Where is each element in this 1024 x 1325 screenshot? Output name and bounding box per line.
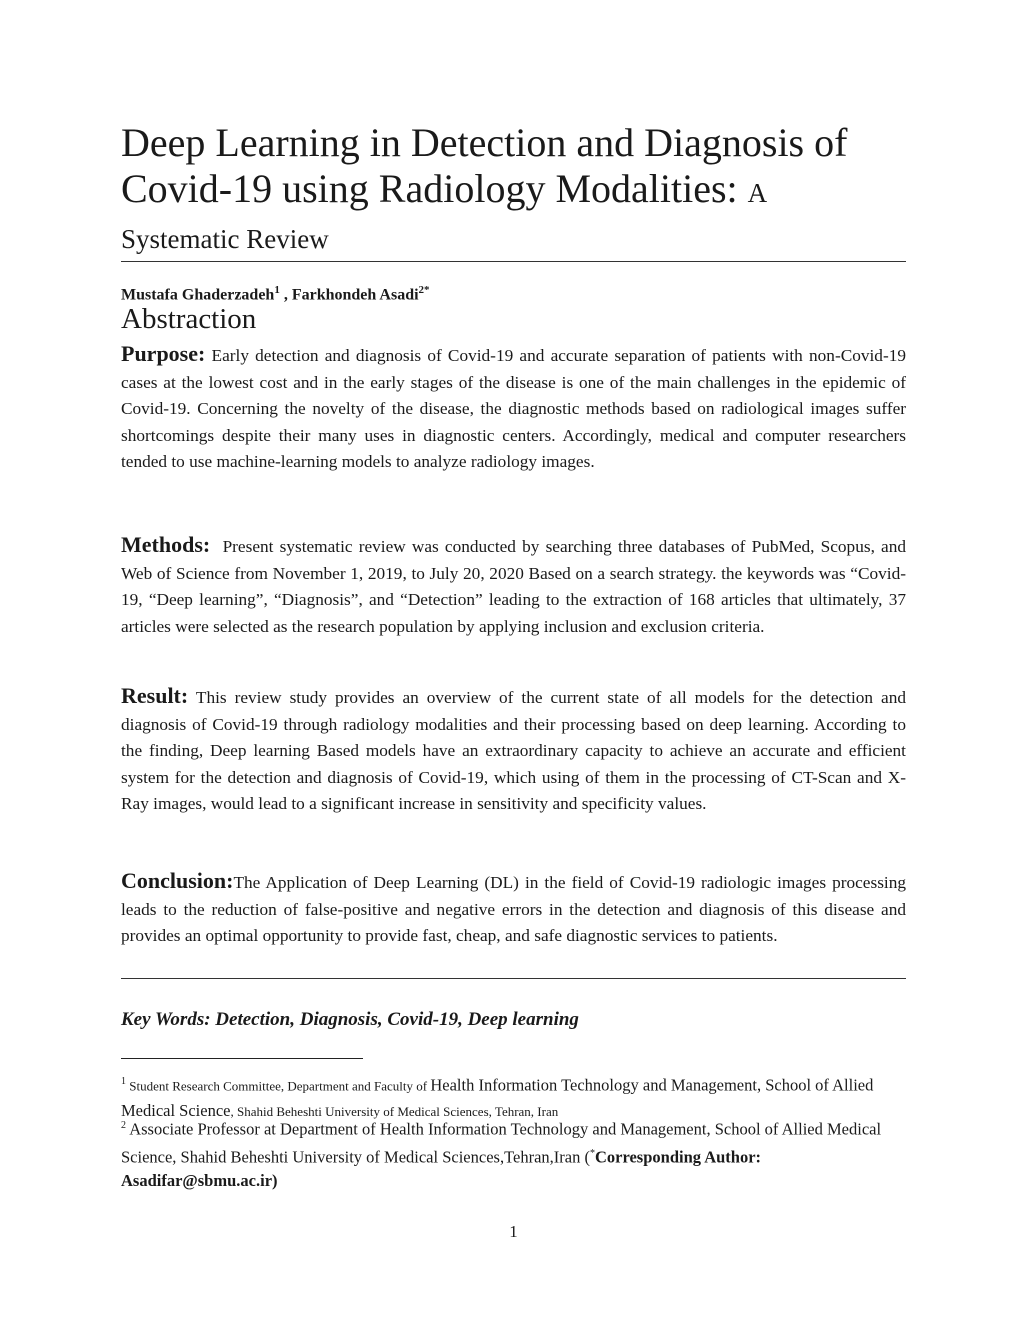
page-number: 1 xyxy=(509,1222,518,1241)
methods-text: Present systematic review was conducted by searching three databases of PubMed, Scopus, and Web of Science from November 1, 2019, to July 20, 2020 Based on a search strategy. the keywords was “Covid-19, “Deep learning”, “Diagnosis”, and “Detection” leading to the extraction of 168 articles that ultimately, 37 articles were selected as the research population by applying inclusion and exclusion criteria. xyxy=(121,537,907,636)
result-text: This review study provides an overview of the current state of all models for the detection and diagnosis of Covid-19 through radiology modalities and their processing based on deep learning. According to the finding, Deep learning Based models have an extraordinary capacity to achieve an accurate and efficient system for the detection and diagnosis of Covid-19, which using of them in the processing of CT-Scan and X-Ray images, would lead to a significant increase in sensitivity and specificity values. xyxy=(121,688,907,813)
purpose-paragraph xyxy=(121,341,906,476)
conclusion-text: The Application of Deep Learning (DL) in the field of Covid-19 radiologic images processing leads to the reduction of false-positive and negative errors in the detection and diagnosis of this disease and provides an optimal opportunity to provide fast, cheap, and safe diagnostic services to patients. xyxy=(121,873,906,945)
title-divider xyxy=(121,261,906,262)
result-label: Result: xyxy=(121,683,189,708)
purpose-label: Purpose: xyxy=(121,341,206,366)
footnote-rule xyxy=(121,1058,363,1059)
footnote-2 xyxy=(121,1114,906,1193)
author-1-mark: 1 xyxy=(274,284,280,296)
author-2-mark: 2* xyxy=(418,284,430,296)
footnote-1-mark: 1 xyxy=(121,1076,126,1087)
footnote-1-part3: , Shahid Beheshti University of Medical Sciences, Tehran, Iran xyxy=(230,1103,559,1119)
conclusion-paragraph xyxy=(121,868,906,950)
conclusion-label: Conclusion: xyxy=(121,868,234,893)
methods-label: Methods: xyxy=(121,532,211,557)
corresponding-author: Corresponding Author: Asadifar@sbmu.ac.ir) xyxy=(121,1147,762,1190)
author-2: Farkhondeh Asadi xyxy=(291,286,419,304)
methods-paragraph xyxy=(121,532,906,640)
title-tail: A xyxy=(747,178,768,208)
paper-title xyxy=(121,120,906,216)
purpose-text: Early detection and diagnosis of Covid-19 and accurate separation of patients with non-Covid-19 cases at the lowest cost and in the early stages of the disease is one of the main challenges in the epidemic of Covid-19. Concerning the novelty of the disease, the diagnostic methods based on radiological images suffer shortcomings despite their many uses in diagnostic centers. Accordingly, medical and computer researchers tended to use machine-learning models to analyze radiology images. xyxy=(121,346,906,471)
author-separator: , xyxy=(279,286,292,304)
abstract-heading: Abstraction xyxy=(121,303,257,335)
footnote-1-part1: Student Research Committee, Department and Faculty of xyxy=(126,1078,431,1094)
footnote-2-mark: 2 xyxy=(121,1120,126,1131)
footnote-2-star: * xyxy=(589,1147,595,1159)
paper-subtitle: Systematic Review xyxy=(121,224,329,254)
title-main: Deep Learning in Detection and Diagnosis of Covid-19 using Radiology Modalities: xyxy=(121,120,848,211)
author-1: Mustafa Ghaderzadeh xyxy=(121,286,275,304)
keywords: Key Words: Detection, Diagnosis, Covid-19, Deep learning xyxy=(121,1009,579,1030)
footnote-1-part2: Health Information Technology and Management, School of Allied Medical Science xyxy=(121,1075,874,1120)
result-paragraph xyxy=(121,683,906,818)
abstract-divider xyxy=(121,978,906,979)
footnote-2-text: Associate Professor at Department of Health Information Technology and Management, School of Allied Medical Science, Shahid Beheshti University of Medical Sciences,Tehran,Iran ( xyxy=(121,1119,882,1166)
